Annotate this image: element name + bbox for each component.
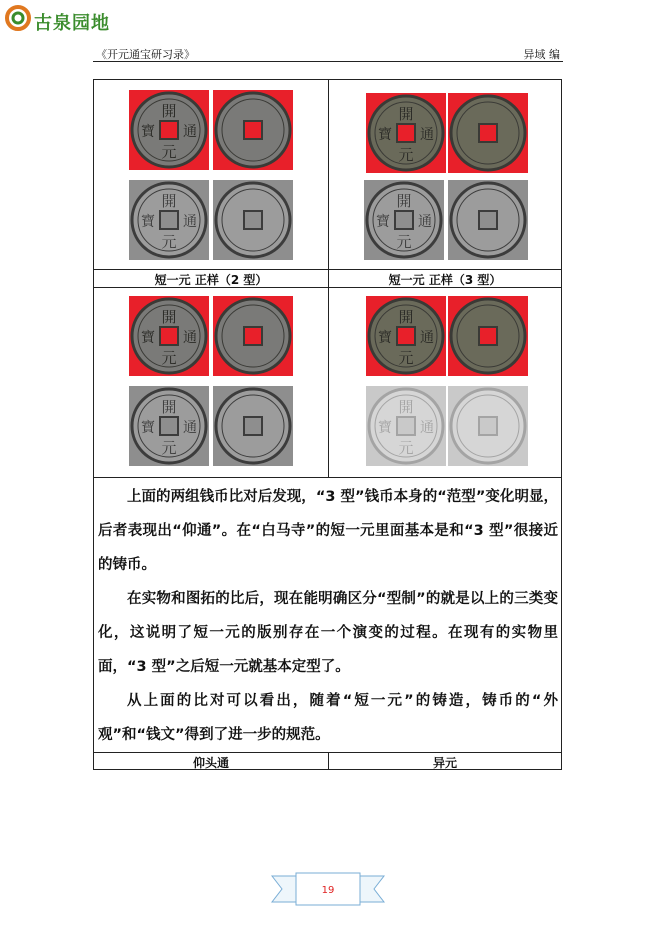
svg-text:開: 開 — [161, 308, 177, 326]
svg-text:開: 開 — [398, 105, 414, 123]
svg-text:元: 元 — [161, 233, 177, 251]
caption-yi-yuan: 异元 — [432, 756, 457, 770]
svg-text:元: 元 — [161, 439, 177, 457]
svg-text:通: 通 — [183, 330, 197, 346]
logo-swirl-icon — [4, 4, 32, 32]
paragraph: 上面的两组钱币比对后发现，“3 型”钱币本身的“范型”变化明显，后者表现出“仰通”。在“白马寺”的短一元里面基本是和“3 型”很接近的铸币。 — [98, 489, 558, 573]
coin-rubbing-reverse — [448, 386, 528, 466]
author: 异域 编 — [523, 48, 560, 61]
coin-photo-obverse — [366, 296, 446, 376]
svg-text:開: 開 — [398, 398, 414, 416]
coin-rubbing-obverse — [364, 180, 444, 260]
svg-text:通: 通 — [420, 127, 434, 143]
svg-text:寶: 寶 — [378, 127, 392, 143]
caption-type2: 短一元 正样（2 型） — [154, 273, 268, 287]
book-title: 《开元通宝研习录》 — [96, 48, 195, 61]
paragraph: 在实物和图拓的比后，现在能明确区分“型制”的就是以上的三类变化，这说明了短一元的版别存在一个演变的过程。在现有的实物里面，“3 型”之后短一元就基本定型了。 — [98, 591, 558, 675]
svg-text:元: 元 — [396, 233, 412, 251]
page-number-badge — [270, 872, 386, 906]
caption-type3: 短一元 正样（3 型） — [388, 273, 502, 287]
page-number: 19 — [321, 885, 335, 896]
coin-photo-obverse — [129, 296, 209, 376]
coin-rubbing-obverse — [129, 386, 209, 466]
svg-text:通: 通 — [420, 420, 434, 436]
svg-text:寶: 寶 — [378, 330, 392, 346]
coin-photo-reverse — [448, 296, 528, 376]
svg-text:通: 通 — [420, 330, 434, 346]
logo-text: 古泉园地 — [34, 13, 110, 34]
svg-text:元: 元 — [398, 349, 414, 367]
row-divider — [94, 477, 561, 478]
coin-photo-reverse — [448, 93, 528, 173]
svg-text:元: 元 — [398, 146, 414, 164]
coin-rubbing-obverse — [366, 386, 446, 466]
svg-text:開: 開 — [161, 398, 177, 416]
svg-text:寶: 寶 — [376, 214, 390, 230]
coin-photo-reverse — [213, 296, 293, 376]
analysis-text — [98, 480, 558, 752]
svg-text:元: 元 — [398, 439, 414, 457]
coin-rubbing-reverse — [213, 180, 293, 260]
paragraph: 从上面的比对可以看出，随着“短一元”的铸造，铸币的“外观”和“钱文”得到了进一步的规范。 — [98, 693, 558, 743]
coin-photo-reverse — [213, 90, 293, 170]
site-logo — [4, 4, 134, 34]
svg-text:寶: 寶 — [141, 214, 155, 230]
svg-text:通: 通 — [183, 124, 197, 140]
svg-text:元: 元 — [161, 143, 177, 161]
coin-rubbing-reverse — [448, 180, 528, 260]
svg-text:寶: 寶 — [378, 420, 392, 436]
header-rule — [93, 61, 563, 62]
comparison-table — [93, 79, 562, 770]
svg-text:通: 通 — [183, 214, 197, 230]
svg-text:寶: 寶 — [141, 330, 155, 346]
svg-text:寶: 寶 — [141, 124, 155, 140]
svg-text:開: 開 — [161, 192, 177, 210]
svg-text:開: 開 — [398, 308, 414, 326]
svg-text:元: 元 — [161, 349, 177, 367]
row-divider — [94, 269, 561, 270]
svg-text:開: 開 — [396, 192, 412, 210]
svg-text:寶: 寶 — [141, 420, 155, 436]
svg-text:通: 通 — [418, 214, 432, 230]
coin-rubbing-obverse — [129, 180, 209, 260]
coin-photo-obverse — [129, 90, 209, 170]
svg-text:通: 通 — [183, 420, 197, 436]
caption-yangtou-tong: 仰头通 — [192, 756, 229, 770]
coin-photo-obverse — [366, 93, 446, 173]
svg-text:開: 開 — [161, 102, 177, 120]
coin-rubbing-reverse — [213, 386, 293, 466]
row-divider — [94, 752, 561, 753]
